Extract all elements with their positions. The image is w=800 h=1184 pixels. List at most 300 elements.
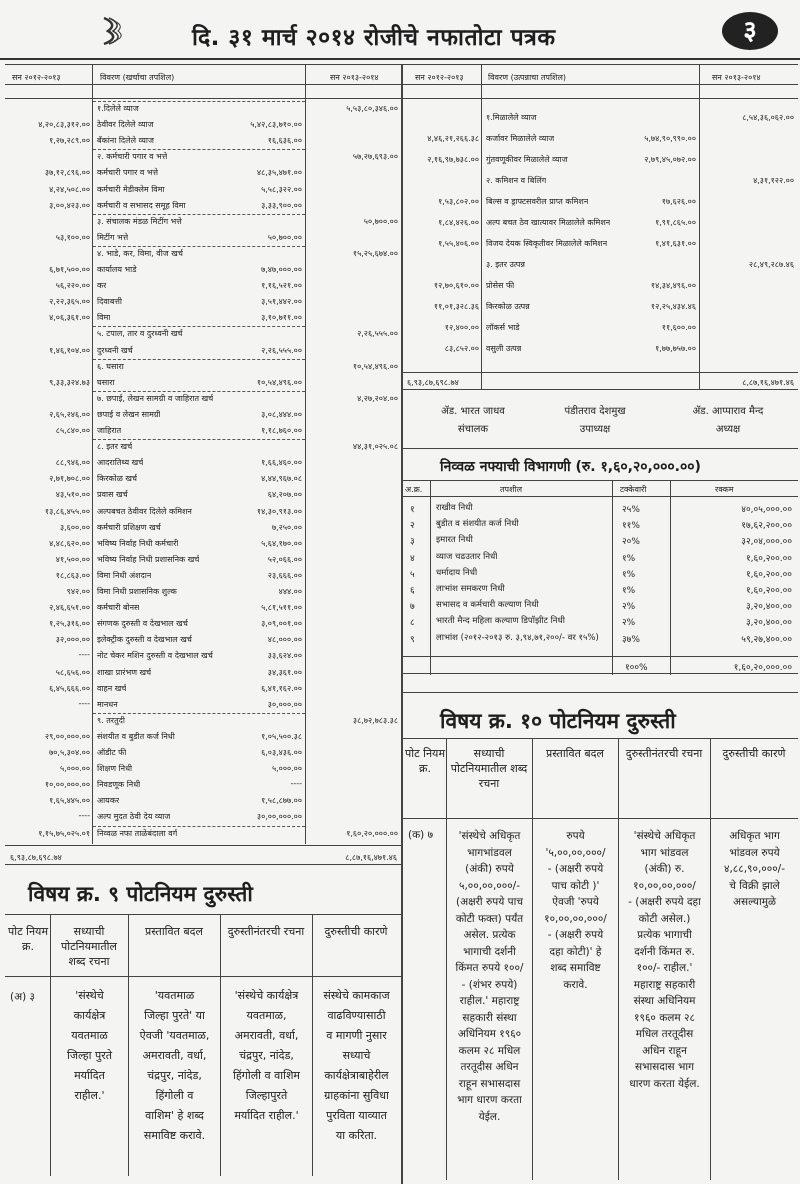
cell-line: (अंकी) रुपये [465, 863, 514, 875]
expense-sub-amount: ७,४७,०००.०० [261, 265, 302, 274]
cell-line: अमरावती, वर्धा, [234, 1029, 299, 1042]
income-prev-amount: ८३,८५२.०० [444, 344, 479, 353]
expense-head-total: १,६०,२०,०००.०० [346, 828, 398, 838]
left-head-curr: सन २०१३-२०१४ [330, 73, 379, 82]
profit-row-amt: ५९,२७,४००.०० [741, 634, 792, 645]
expense-prev-amount: ४,२४,५०८.०० [49, 184, 90, 194]
expense-prev-amount: ३,६००.०० [59, 522, 90, 532]
income-sub-amount: १४,३४,४९६.०० [650, 281, 696, 290]
expense-description: ८. इतर खर्च [97, 442, 133, 452]
expense-prev-amount: ४,२०,८३,३१२.०० [38, 120, 90, 130]
expense-prev-amount: १,४६,१०४.०० [49, 345, 90, 355]
income-sub-amount: ५,७४,९०,९९०.०० [644, 134, 696, 143]
profit-total-amt: १,६०,२०,०००.०० [733, 663, 792, 673]
profit-row-desc: इमारत निधी [436, 535, 473, 546]
expense-head-total: ४,२७,२०४.०० [357, 393, 398, 403]
cell-line: तरतूदीस अधिन [460, 1061, 519, 1073]
expense-sub-amount: ४८,३५,४७१.०० [256, 168, 302, 178]
expense-description: मिटींग भत्ते [97, 232, 129, 242]
profit-row-pct: ३७% [622, 634, 640, 645]
cell-line: पाच कोटी )' [551, 879, 600, 892]
expense-prev-amount: ८५,८४०.०० [55, 426, 90, 435]
expense-sub-amount: १,१६,५२१.०० [261, 281, 302, 291]
left-total-prev: ६,९३,८७,६९८.७४ [10, 853, 62, 862]
income-head-total: ४,३१,१२२.०० [753, 176, 794, 185]
cell-line: दहा कोटी)' हे [549, 945, 602, 958]
cell-line: - (अक्षरी रुपये [547, 929, 604, 941]
cell-line: समाविष्ट करावे. [143, 1129, 206, 1142]
expense-prev-amount: ५३,१००.०० [55, 232, 90, 242]
cell-line: (अंकी) रु. [644, 863, 685, 875]
expense-sub-amount: १,५८,८७७.०० [261, 796, 302, 806]
page-number: ३ [722, 12, 778, 50]
profit-row-desc: लाभांश समकरण निधी [436, 584, 505, 594]
profit-head-amt: रक्कम [715, 485, 734, 494]
cell-line: यवतमाळ, [246, 1009, 287, 1022]
expense-description: किरकोळ खर्च [97, 474, 137, 484]
bank-logo-icon [96, 14, 130, 48]
expense-sub-amount: ३०,००,०००.०० [256, 812, 302, 822]
income-description: १.मिळालेले व्याज [486, 113, 537, 122]
amend9-head-no: पोट नियम क्र. [7, 925, 49, 953]
cell-line: अधिनियम १९६० [457, 1028, 522, 1040]
cell-line: जिल्हा पुरते [67, 1049, 112, 1062]
expense-description: शाखा प्रारंभण खर्च [97, 667, 152, 677]
signatory-3-role: अध्यक्ष [715, 424, 741, 435]
cell-line: हिंगोली व वाशिम [232, 1069, 301, 1082]
expense-prev-amount: ---- [78, 698, 90, 708]
expense-prev-amount: ९,३३,३२४.७३ [49, 377, 90, 387]
amend9-head-c4: दुरुस्तीची कारणे [324, 925, 388, 938]
expense-prev-amount: ४१,५००.०० [55, 554, 90, 564]
income-prev-amount: ४,४६,२१,२६६.३८ [427, 134, 479, 143]
expense-sub-amount: ३४,३६१.०० [267, 667, 302, 677]
expense-description: संशयीत व बुडीत कर्ज निधी [97, 731, 175, 741]
cell-line: जिल्हा पुरते' या [144, 1009, 205, 1022]
cell-line: जिल्हापुरते [245, 1089, 288, 1102]
profit-row-desc: भारती मैन्द महिला कल्याण डिपॉझीट निधी [436, 616, 565, 627]
expense-description: प्रवास खर्च [97, 490, 128, 500]
expense-description: भविष्य निर्वाह निधी कर्मचारी [97, 538, 179, 548]
signatory-2-name: पंडीतराव देशमुख [564, 406, 626, 417]
profit-row-pct: २०% [622, 537, 640, 548]
row-divider [93, 149, 305, 150]
expense-sub-amount: ४,४४,९६७.०८ [261, 474, 302, 484]
cell-line: भाग भांडवल [640, 846, 689, 859]
cell-line: चे विक्री झाले [729, 879, 780, 892]
cell-line: राहील.' [74, 1089, 105, 1102]
expense-description: कर्मचारी व सभासद समूह विमा [97, 200, 186, 210]
cell-line: संस्थेचे कामकाज [323, 989, 390, 1002]
row-divider [93, 246, 305, 247]
expense-prev-amount: ३२,०००.०० [55, 635, 90, 645]
expense-head-total: ४४,३१,०२५.०८ [352, 442, 398, 452]
cell-line: वाढविण्यासाठी [327, 1009, 386, 1022]
amend9-title: विषय क्र. ९ पोटनियम दुरुस्ती [28, 882, 253, 906]
cell-line: करावे. [563, 978, 588, 991]
expense-prev-amount: ८८,९४६.०० [55, 458, 90, 468]
amend10-head-c1: सध्याची पोटनियमातील शब्द रचना [450, 747, 528, 790]
expense-prev-amount: २,६५,२४६.०० [49, 409, 90, 419]
cell-line: किंमत रुपये १००/ [455, 962, 524, 974]
row-divider [93, 391, 305, 392]
expense-description: आदरातिथ्य खर्च [97, 458, 144, 468]
amend9-head-c2: प्रस्तावित बदल [145, 925, 203, 938]
profit-row-pct: २% [622, 602, 636, 613]
cell-line: कार्यक्षेत्राबाहेरील [324, 1069, 389, 1082]
expense-description: भविष्य निर्वाह निधी प्रशासनिक खर्च [97, 554, 200, 564]
profit-row-desc: बुडीत व संशयीत कर्ज निधी [436, 519, 519, 530]
amend10-reason [711, 828, 798, 911]
cell-line: अधिकृत भाग [729, 830, 780, 842]
cell-line: चंद्रपुर, नांदेड, [239, 1049, 294, 1062]
profit-row-amt: ३,२०,४००.०० [745, 618, 792, 629]
cell-line: कलम २८ मधिल [458, 1044, 521, 1057]
income-description: २. कमिशन व बिलिंग [486, 176, 547, 185]
cell-line: '५,००,००,०००/ [545, 846, 606, 859]
cell-line: 'संस्थेचे अधिकृत [633, 830, 696, 842]
profit-row-no: २ [410, 521, 415, 532]
expense-description: ३. संचालक मंडळ मिटींग भत्ते [97, 216, 182, 226]
income-description: गुंतवणूकीवर मिळालेले व्याज [486, 155, 568, 164]
profit-row-pct: २५% [622, 505, 640, 515]
cell-line: ४,८८,९०,०००/- [723, 863, 786, 875]
income-description: अल्प बचत ठेव खात्यावर मिळालेले कमिशन [486, 218, 611, 227]
cell-line: यवतमाळ [71, 1029, 108, 1042]
amend10-title: विषय क्र. १० पोटनियम दुरुस्ती [440, 709, 676, 733]
expense-sub-amount: ३०,०००.०० [267, 699, 302, 709]
right-head-prev: सन २०१२-२०१३ [415, 73, 464, 82]
expense-description: कर्मचारी बोनस [97, 603, 140, 613]
income-description: लॉकर्स भाडे [486, 323, 520, 332]
cell-line: अमरावती, वर्धा, [142, 1049, 207, 1062]
expense-head-total: ३८,७२,७८३.३८ [352, 715, 398, 725]
profit-row-no: ७ [410, 602, 415, 613]
expense-prev-amount: ३,००,४२३.०० [49, 200, 90, 210]
left-total-curr: ८,८७,१६,४७१.४६ [345, 853, 397, 862]
cell-line: चंद्रपुर, नांदेड, [147, 1069, 202, 1082]
expense-sub-amount: ४४४.०० [278, 587, 302, 596]
expense-prev-amount: १३,८६,४५५.०० [44, 506, 90, 516]
page-header [0, 0, 800, 60]
profit-row-desc: धर्मादाय निधी [436, 567, 478, 578]
income-head-total: २८,४९,२८७.४६ [748, 260, 794, 269]
expense-prev-amount: २९,००,०००.०० [44, 731, 90, 741]
cell-line: भांडवल रुपये [729, 846, 780, 859]
expense-description: कर्मचारी मेडीक्लेम विमा [97, 184, 165, 194]
profit-title: निव्वळ नफ्याची विभागणी (रु. १,६०,२०,०००.००) [440, 459, 701, 475]
expense-description: शिक्षण निधी [97, 764, 133, 774]
cell-line: मर्यादित राहील.' [234, 1109, 299, 1122]
cell-line: अधिन राहून [642, 1044, 687, 1057]
cell-line: ऐवजी 'यवतमाळ, [139, 1029, 210, 1042]
cell-line: - (अक्षरी रुपये दहा [628, 896, 701, 908]
profit-total-pct: १००% [625, 663, 648, 673]
cell-line: संस्था अधिनियम [633, 995, 696, 1007]
right-head-desc: विवरण (उत्पन्नाचा तपशिल) [488, 73, 567, 82]
income-description: बिल्स व ड्राफ्टसवरील प्राप्त कमिशन [486, 197, 589, 206]
amend10-head-c4: दुरुस्तीची कारणे [722, 747, 786, 760]
profit-row-amt: ३,२०,४००.०० [745, 602, 792, 613]
expense-description: विमा निधी प्रशासनिक शुल्क [97, 587, 177, 596]
expense-sub-amount: ३,१०,७११.०० [261, 313, 302, 323]
profit-row-desc: राखीव निधी [436, 503, 473, 513]
expense-prev-amount: ५८,६५६.०० [55, 667, 90, 677]
row-divider [93, 713, 305, 714]
cell-line: वाशिम' हे शब्द [145, 1109, 204, 1122]
profit-head-pct: टक्केवारी [620, 485, 647, 494]
row-divider [93, 326, 305, 327]
expense-sub-amount: ५,४२,८३,७१०.०० [250, 120, 302, 130]
amend10-proposed-change [533, 828, 618, 993]
expense-sub-amount: ५,०००.०० [271, 764, 302, 774]
amend10-head-c2: प्रस्तावित बदल [546, 747, 604, 760]
expense-description: दिवाबत्ती [97, 297, 123, 307]
expense-prev-amount: ---- [78, 811, 90, 821]
amend9-amended-text [221, 986, 312, 1126]
expense-prev-amount: २,७१,७०८.०० [49, 474, 90, 484]
expense-description: इलेक्ट्रीक दुरुस्ती व देखभाल खर्च [97, 635, 192, 645]
cell-line: कार्यक्षेत्र [73, 1009, 106, 1022]
profit-row-amt: १,६०,२००.०० [745, 569, 792, 580]
expense-sub-amount: ३,०९,००१.०० [261, 619, 302, 629]
expense-prev-amount: ६,७१,५००.०० [49, 265, 90, 274]
left-head-desc: विवरण (खर्चाचा तपशिल) [100, 73, 175, 82]
profit-row-no: ५ [410, 569, 415, 580]
expense-sub-amount: ४८,०००.०० [267, 635, 302, 645]
profit-row-no: ९ [410, 634, 415, 645]
cell-line: धारण करता येईल. [629, 1077, 700, 1090]
income-description: ३. इतर उत्पन्न [486, 260, 525, 269]
cell-line: १०,००,००,०००/ [633, 879, 696, 892]
expense-description: छपाई व लेखन सामग्री [97, 409, 161, 419]
expense-description: निवडणूक निधी [97, 780, 141, 790]
income-sub-amount: ११,६००.०० [661, 323, 696, 332]
expense-description: वाहन खर्च [97, 683, 127, 693]
cell-line: सहकारी संस्था [462, 1011, 517, 1024]
expense-prev-amount: ७०,५,३०४.०० [49, 748, 90, 757]
expense-sub-amount: १६,६३६.०० [267, 136, 302, 146]
signatory-1-name: ॲड. भारत जाधव [441, 406, 505, 417]
amend10-current-text [447, 828, 532, 1125]
cell-line: सध्याचे [342, 1049, 371, 1062]
cell-line: पुरविता याव्यात [326, 1109, 387, 1122]
row-divider [93, 826, 305, 827]
profit-row-amt: ३२,०४,०००.०० [741, 537, 792, 548]
profit-row-desc: सभासद व कर्मचारी कल्याण निधी [436, 600, 539, 611]
cell-line: राहून सभासदास [458, 1077, 521, 1090]
profit-row-no: ३ [410, 537, 415, 548]
expense-prev-amount: १,२५,३१६.०० [49, 619, 90, 629]
expense-description: दुरध्वनी खर्च [97, 345, 133, 355]
income-description: वसुली उत्पन्न [486, 344, 522, 353]
profit-row-no: ६ [410, 586, 415, 596]
expense-description: ५. टपाल, तार व दुरध्वनी खर्च [97, 329, 183, 339]
expense-sub-amount: ३,५१,४४२.०० [261, 297, 302, 307]
profit-head-no: अ.क्र. [405, 485, 423, 494]
cell-line: सभासदास भाग [634, 1061, 695, 1073]
expense-sub-amount: ६,०३,४३६.०० [261, 748, 302, 757]
signatory-2 [535, 403, 655, 439]
amend9-current-text [51, 986, 128, 1106]
amend10-head-c3: दुरुस्तीनंतरची रचना [625, 747, 703, 760]
cell-line: हिंगोली व [155, 1089, 194, 1102]
expense-prev-amount: १०,००,०००.०० [44, 780, 90, 790]
expense-description: कर्मचारी पगार व भत्ते [97, 168, 159, 178]
expense-prev-amount: ५,०००.०० [59, 764, 90, 774]
cell-line: मधिल तरतूदीस [635, 1028, 694, 1040]
signatory-3-name: ॲड. आप्पाराव मैन्द [692, 406, 764, 417]
expense-head-total: ५०,७००.०० [363, 216, 398, 226]
income-sub-amount: २,७९,४५,०७२.०० [644, 155, 696, 164]
expense-head-total: २,२६,५५५.०० [357, 329, 398, 339]
profit-row-no: ८ [410, 618, 415, 629]
amend10-amended-text [619, 828, 710, 1092]
expense-sub-amount: ६,४१,१६२.०० [261, 683, 302, 693]
expense-head-total: ५,५३,८०,३४६.०० [346, 104, 398, 113]
expense-description: विमा निधी अंशदान [97, 570, 152, 580]
page-title: दि. ३१ मार्च २०१४ रोजीचे नफातोटा पत्रक [192, 25, 556, 51]
income-description: किरकोळ उत्पन्न [486, 302, 530, 311]
profit-row-pct: १% [622, 586, 636, 596]
income-sub-amount: १२,२५,४३४.४६ [650, 302, 696, 311]
cell-line: दर्शनी किंमत रु. [634, 945, 695, 958]
income-prev-amount: १,८४,४२६.०० [438, 218, 479, 227]
cell-line: शब्द समाविष्ट [550, 962, 601, 974]
row-divider [93, 101, 305, 102]
income-prev-amount: २,१६,९७,७३८.०० [427, 155, 479, 164]
expense-prev-amount: ९४२.०० [66, 587, 90, 596]
expense-description: अल्प मुदत ठेवी देय व्याज [97, 812, 171, 822]
row-divider [93, 359, 305, 360]
expense-sub-amount: १,६६,४६०.०० [261, 458, 302, 468]
profit-head-desc: तपशील [500, 485, 523, 494]
profit-row-desc: व्याज चढउतार निधी [436, 551, 498, 562]
row-divider [93, 214, 305, 215]
expense-description: ऑडीट फी [97, 748, 127, 757]
expense-description: नोट चेकर मशिन दुरुस्ती व देखभाल खर्च [97, 651, 213, 661]
expense-prev-amount: ४३,५१०.०० [55, 490, 90, 500]
expense-description: कर [97, 281, 107, 291]
expense-sub-amount: ३,०८,४४४.०० [261, 409, 302, 419]
row-divider [93, 439, 305, 440]
expense-description: ठेवीवर दिलेले व्याज [97, 120, 154, 130]
amend9-no: (अ) ३ [10, 991, 36, 1003]
cell-line: कोटी फक्त) पर्यंत [455, 912, 524, 925]
income-sub-amount: १७,६२६.०० [661, 197, 696, 206]
profit-row-no: १ [410, 505, 415, 515]
cell-line: येईल. [478, 1110, 501, 1123]
expense-prev-amount: ---- [78, 650, 90, 660]
expense-description: १.दिलेले व्याज [97, 104, 139, 113]
expense-head-total: १०,५४,४९६.०० [352, 361, 398, 371]
cell-line: मर्यादित [74, 1069, 105, 1082]
expense-prev-amount: ६,४५,६६६.०० [49, 683, 90, 693]
expense-prev-amount: २,४६,६५१.०० [49, 603, 90, 613]
cell-line: १९६० कलम २८ [634, 1011, 695, 1024]
income-prev-amount: १,५३,८०२.०० [438, 197, 479, 206]
expense-description: कार्यालय भाडे [97, 265, 137, 274]
amend10-head-no: पोट नियम क्र. [404, 747, 446, 775]
right-total-prev: ६,९३,८७,६९८.७४ [407, 378, 459, 387]
cell-line: ५,००,००,०००/- [458, 879, 521, 892]
right-head-curr: सन २०१३-२०१४ [712, 73, 761, 82]
income-sub-amount: १,७७,७५७.०० [655, 344, 696, 353]
income-prev-amount: ११,०१,३२८.३६ [433, 302, 479, 311]
cell-line: 'संस्थेचे [75, 989, 104, 1002]
cell-line: ऐवजी 'रुपये [552, 896, 599, 908]
cell-line: प्रत्येक भागाची [637, 929, 692, 941]
signatory-1 [418, 403, 528, 439]
amend9-proposed-change [129, 986, 220, 1146]
expense-description: ९. तरतुदी [97, 715, 125, 725]
expense-prev-amount: १८,८६३.०० [55, 570, 90, 580]
cell-line: १००/- राहील.' [636, 962, 693, 974]
expense-prev-amount: १,१५,७५,०२५.०१ [38, 828, 90, 838]
income-prev-amount: १२,४००.०० [444, 323, 479, 332]
expense-description: निव्वळ नफा ताळेबंदाला वर्ग [97, 828, 178, 838]
profit-row-amt: १७,६२,२००.०० [741, 521, 792, 532]
cell-line: या करिता. [335, 1129, 378, 1142]
cell-line: 'यवतमाळ [154, 989, 195, 1002]
expense-prev-amount: २,२२,३६५.०० [49, 297, 90, 307]
profit-row-amt: ४०,०५,०००.०० [741, 505, 792, 515]
expense-prev-amount: ४,४८,६२०.०० [49, 538, 90, 548]
expense-sub-amount: ५,६४,१७०.०० [261, 538, 302, 548]
expense-sub-amount: १०,५४,४९६.०० [256, 377, 302, 387]
expense-description: संगणक दुरुस्ती व देखभाल खर्च [97, 619, 188, 629]
income-sub-amount: १,४१,६३१.०० [655, 239, 696, 248]
expense-prev-amount: १,६५,४४५.०० [49, 796, 90, 806]
profit-row-no: ४ [410, 553, 415, 564]
expense-description: ७. छपाई, लेखन सामग्री व जाहिरात खर्च [97, 393, 214, 403]
profit-row-pct: ११% [622, 521, 640, 532]
right-total-curr: ८,८७,१६,४७१.४६ [742, 378, 794, 387]
expense-sub-amount: ५२,०६६.०० [267, 554, 302, 564]
cell-line: असेल. प्रत्येक [463, 929, 516, 941]
expense-sub-amount: ६४,२०७.०० [267, 490, 302, 500]
expense-description: बँकांना दिलेले व्याज [97, 136, 154, 146]
amend10-no: (क) ७ [408, 829, 434, 841]
expense-head-total: ५७,२७,६९३.०० [352, 152, 398, 162]
profit-row-pct: १% [622, 553, 636, 564]
cell-line: महाराष्ट्र सहकारी [633, 978, 696, 991]
expense-sub-amount: १,१८,७६०.०० [261, 426, 302, 435]
cell-line: (अक्षरी रुपये पाच [455, 896, 524, 908]
cell-line: भागाची दर्शनी [463, 945, 516, 958]
expense-sub-amount: ५,५८,३२२.०० [261, 184, 302, 194]
cell-line: 'संस्थेचे कार्यक्षेत्र [234, 989, 299, 1002]
expense-sub-amount: १४,३०,९१३.०० [256, 506, 302, 516]
expense-sub-amount: ३३,६२४.०० [267, 651, 302, 661]
cell-line: राहील.' महाराष्ट्र [459, 995, 520, 1007]
expense-sub-amount: ५०,७००.०० [267, 232, 302, 242]
cell-line: १०,००,००,०००/ [544, 912, 607, 925]
expense-sub-amount: ३,३३,९००.०० [261, 200, 302, 210]
expense-sub-amount: १,०५,५००.३८ [261, 731, 302, 741]
expense-sub-amount: ---- [290, 779, 302, 789]
income-description: प्रोसेस फी [486, 281, 515, 290]
expense-description: अल्पबचत ठेवीवर दिलेले कमिशन [97, 506, 192, 516]
cell-line: 'संस्थेचे अधिकृत [458, 830, 521, 842]
income-prev-amount: १,५५,४०६.०० [438, 239, 479, 248]
expense-description: जाहिरात [97, 426, 122, 435]
income-head-total: ८,५४,३६,०६२.०० [742, 113, 794, 122]
expense-description: आयकर [97, 796, 120, 806]
expense-description: विमा [97, 313, 111, 323]
cell-line: रुपये [566, 830, 585, 842]
cell-line: व मागणी नुसार [326, 1029, 387, 1042]
